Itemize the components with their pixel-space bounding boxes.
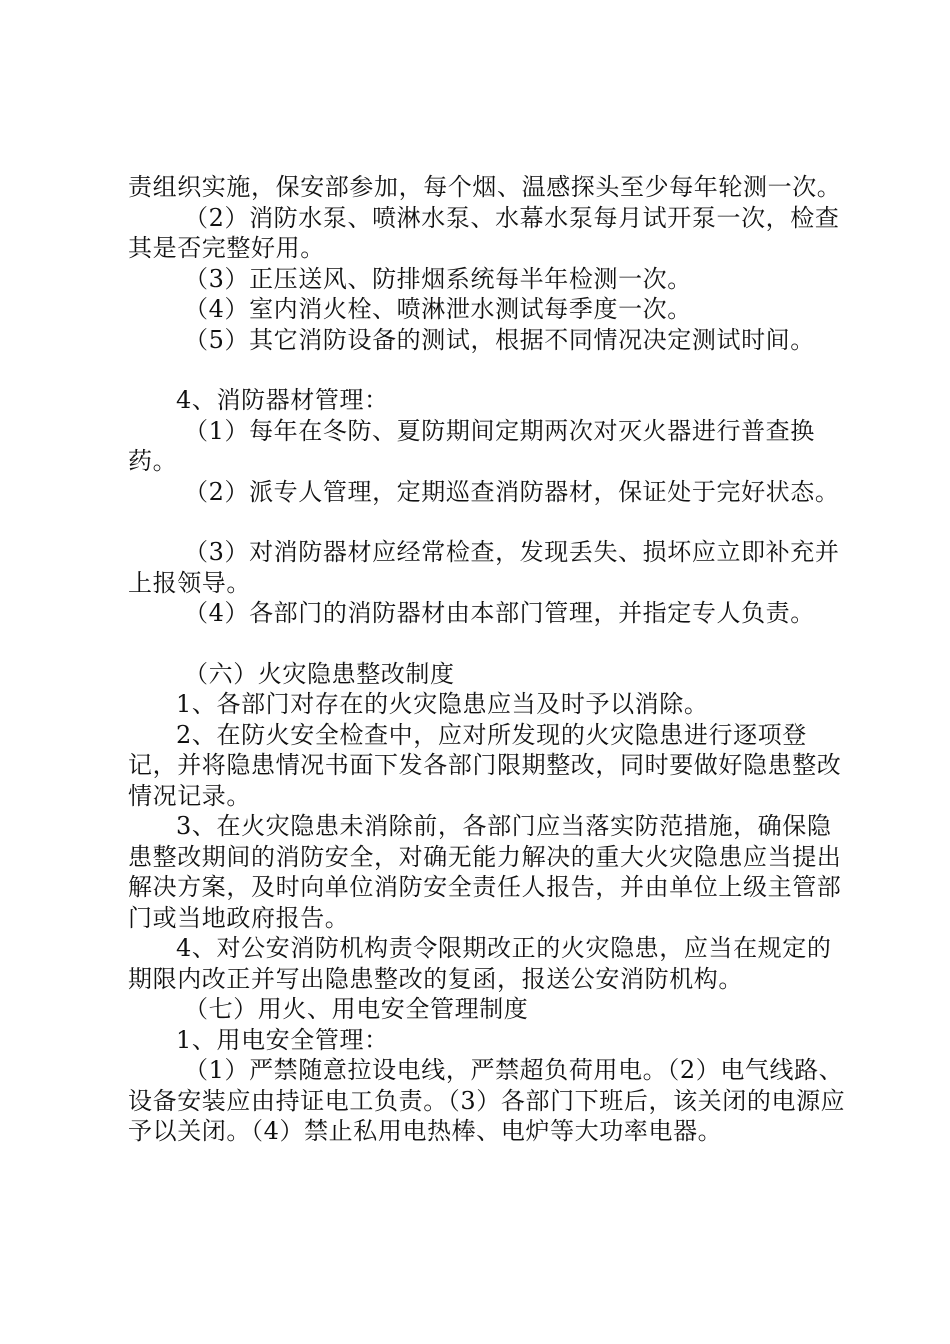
blank-line <box>128 355 850 385</box>
paragraph: 4、对公安消防机构责令限期改正的火灾隐患，应当在规定的期限内改正并写出隐患整改的复函，报送公安消防机构。 <box>128 934 832 993</box>
blank-line <box>128 629 850 659</box>
paragraph: （5）其它消防设备的测试，根据不同情况决定测试时间。 <box>184 325 815 354</box>
paragraph: 2、在防火安全检查中，应对所发现的火灾隐患进行逐项登记，并将隐患情况书面下发各部门限期整改，同时要做好隐患整改情况记录。 <box>128 720 842 810</box>
paragraph: 1、各部门对存在的火灾隐患应当及时予以消除。 <box>176 690 709 718</box>
paragraph: 责组织实施，保安部参加，每个烟、温感探头至少每年轮测一次。 <box>128 173 842 201</box>
paragraph: 3、在火灾隐患未消除前，各部门应当落实防范措施，确保隐患整改期间的消防安全，对确无能力解决的重大火灾隐患应当提出解决方案，及时向单位消防安全责任人报告，并由单位上级主管部门或当地政府报告。 <box>128 812 842 932</box>
section-heading: 4、消防器材管理： <box>176 386 389 414</box>
section-heading: （七）用火、用电安全管理制度 <box>184 995 529 1023</box>
paragraph: （3）对消防器材应经常检查，发现丢失、损坏应立即补充并上报领导。 <box>128 538 840 597</box>
paragraph: 1、用电安全管理： <box>176 1025 389 1054</box>
paragraph: （4）室内消火栓、喷淋泄水测试每季度一次。 <box>184 295 692 323</box>
paragraph: （3）正压送风、防排烟系统每半年检测一次。 <box>184 264 692 293</box>
document-body <box>128 172 850 1147</box>
paragraph: （4）各部门的消防器材由本部门管理，并指定专人负责。 <box>184 599 815 627</box>
paragraph: （1）每年在冬防、夏防期间定期两次对灭火器进行普查换药。 <box>128 416 815 475</box>
section-heading: （六）火灾隐患整改制度 <box>184 659 455 688</box>
paragraph: （2）消防水泵、喷淋水泵、水幕水泵每月试开泵一次，检查其是否完整好用。 <box>128 203 840 262</box>
paragraph: （2）派专人管理，定期巡查消防器材，保证处于完好状态。 <box>184 477 840 506</box>
blank-line <box>128 507 850 537</box>
paragraph: （1）严禁随意拉设电线，严禁超负荷用电。（2）电气线路、设备安装应由持证电工负责。（3）各部门下班后，该关闭的电源应予以关闭。（4）禁止私用电热棒、电炉等大功率电器。 <box>128 1056 846 1145</box>
